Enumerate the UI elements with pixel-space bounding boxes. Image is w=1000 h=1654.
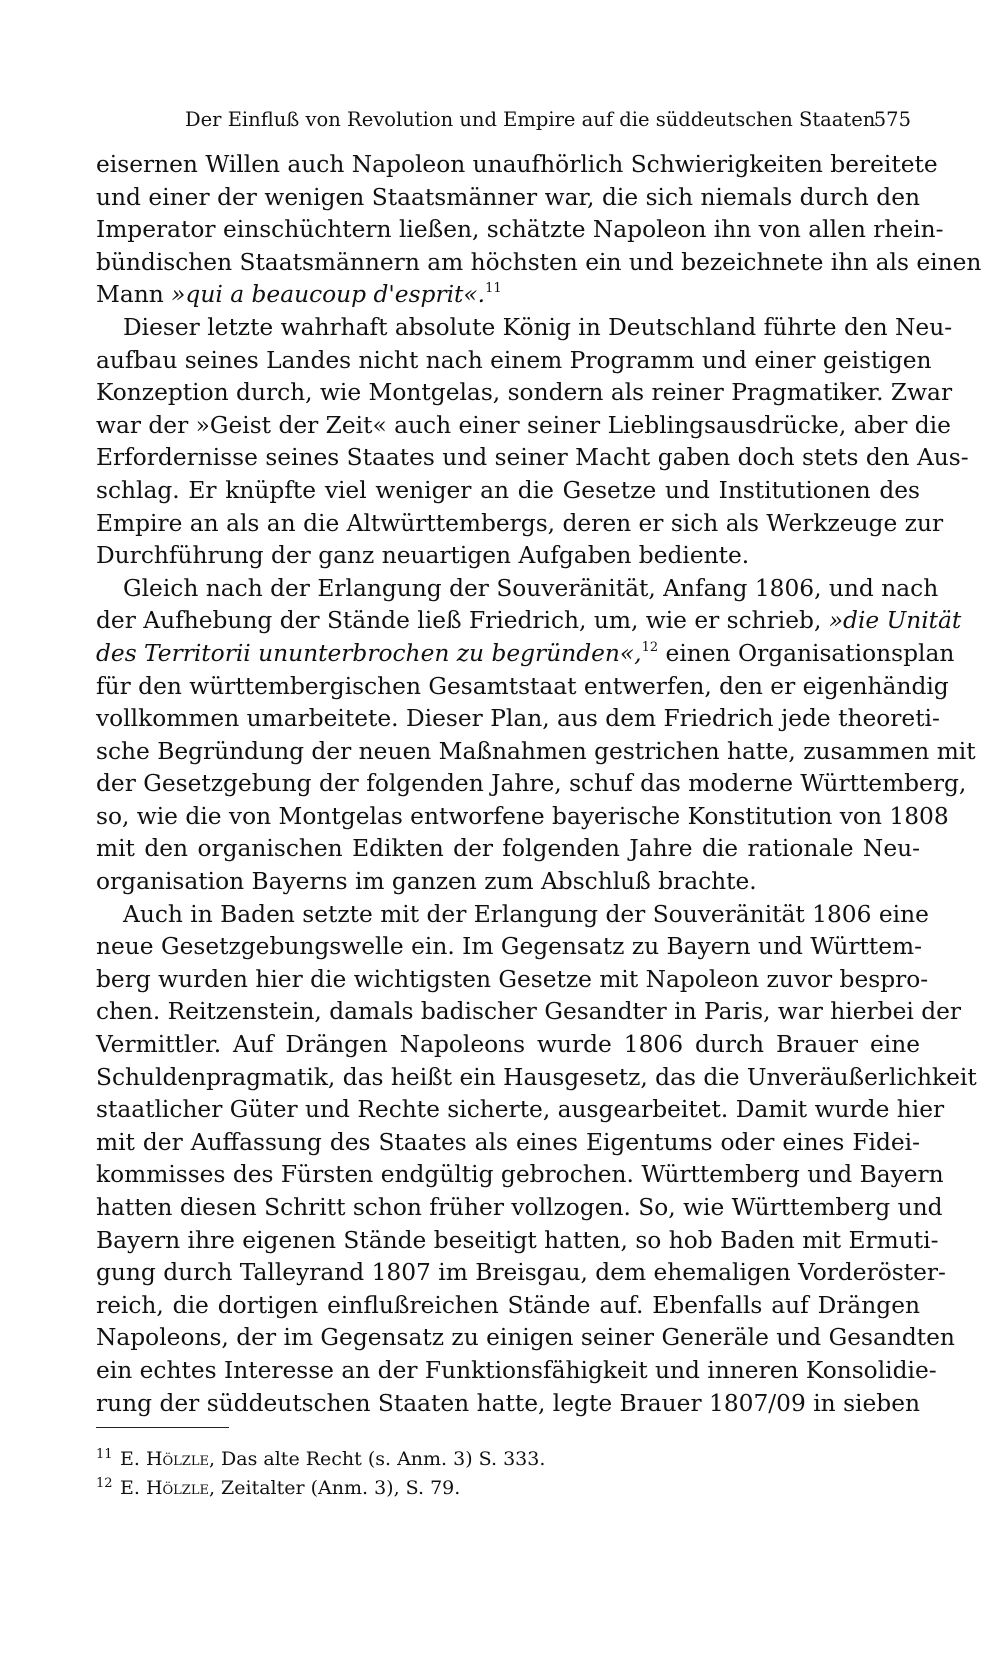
text-line: Auch in Baden setzte mit der Erlangung der Souveränität 1806 eine bbox=[123, 900, 929, 928]
text-line bbox=[96, 638, 955, 671]
footnotes bbox=[96, 1446, 896, 1504]
text-line: organisation Bayerns im ganzen zum Abschluß brachte. bbox=[96, 868, 757, 896]
text-line: mit den organischen Edikten der folgenden Jahre die rationale Neu- bbox=[96, 835, 920, 863]
text-line: Schuldenpragmatik, das heißt ein Hausgesetz, das die Unveräußerlichkeit bbox=[96, 1063, 977, 1091]
text-line: ein echtes Interesse an der Funktionsfähigkeit und inneren Konsolidie- bbox=[96, 1356, 937, 1384]
footnote-text: , Das alte Recht (s. Anm. 3) S. 333. bbox=[208, 1448, 546, 1470]
text-line: eisernen Willen auch Napoleon unaufhörlich Schwierigkeiten bereitete bbox=[96, 151, 938, 178]
text-line: schlag. Er knüpfte viel weniger an die Gesetze und Institutionen des bbox=[96, 476, 920, 504]
text-line: Vermittler. Auf Drängen Napoleons wurde 1806 durch Brauer eine bbox=[96, 1031, 920, 1059]
footnote-text: , Zeitalter (Anm. 3), S. 79. bbox=[208, 1477, 461, 1499]
running-title: Der Einfluß von Revolution und Empire auf die süddeutschen Staaten bbox=[185, 108, 876, 131]
text-line: Konzeption durch, wie Montgelas, sondern als reiner Pragmatiker. Zwar bbox=[96, 379, 953, 407]
text-line: mit der Auffassung des Staates als eines Eigentums oder eines Fidei- bbox=[96, 1128, 920, 1156]
text-line: und einer der wenigen Staatsmänner war, die sich niemals durch den bbox=[96, 183, 920, 211]
text-line: Imperator einschüchtern ließen, schätzte Napoleon ihn von allen rhein- bbox=[96, 216, 944, 244]
text-line: chen. Reitzenstein, damals badischer Gesandter in Paris, war hierbei der bbox=[96, 998, 962, 1026]
footnote-ref-12: 12 bbox=[641, 639, 659, 655]
text-line: staatlicher Güter und Rechte sicherte, ausgearbeitet. Damit wurde hier bbox=[96, 1096, 945, 1124]
text-span: Mann bbox=[96, 281, 172, 309]
text-line: aufbau seines Landes nicht nach einem Programm und einer geistigen bbox=[96, 346, 932, 374]
text-line: der Gesetzgebung der folgenden Jahre, schuf das moderne Württemberg, bbox=[96, 770, 967, 798]
text-span: der Aufhebung der Stände ließ Friedrich, um, wie er schrieb, bbox=[96, 607, 829, 635]
text-line: Dieser letzte wahrhaft absolute König in Deutschland führte den Neu- bbox=[123, 313, 953, 341]
text-line: war der »Geist der Zeit« auch einer seiner Lieblingsausdrücke, aber die bbox=[96, 411, 951, 439]
footnote-author: E. Hölzle bbox=[120, 1448, 209, 1470]
footnote-divider bbox=[96, 1427, 229, 1428]
footnote-author: E. Hölzle bbox=[120, 1477, 209, 1499]
text-line: Empire an als an die Altwürttembergs, deren er sich als Werkzeuge zur bbox=[96, 509, 944, 537]
page-number: 575 bbox=[873, 108, 911, 131]
footnote-ref-11: 11 bbox=[485, 281, 502, 297]
text-line: so, wie die von Montgelas entworfene bayerische Konstitution von 1808 bbox=[96, 802, 949, 830]
text-line: sche Begründung der neuen Maßnahmen gestrichen hatte, zusammen mit bbox=[96, 737, 976, 765]
text-line: Napoleons, der im Gegensatz zu einigen seiner Generäle und Gesandten bbox=[96, 1324, 955, 1352]
text-line: hatten diesen Schritt schon früher vollzogen. So, wie Württemberg und bbox=[96, 1194, 943, 1221]
text-line: vollkommen umarbeitete. Dieser Plan, aus dem Friedrich jede theoreti- bbox=[96, 705, 940, 733]
text-span: einen Organisationsplan bbox=[658, 639, 955, 667]
footnote-12 bbox=[96, 1475, 896, 1504]
text-line bbox=[96, 605, 962, 638]
text-line: reich, die dortigen einflußreichen Stände auf. Ebenfalls auf Drängen bbox=[96, 1291, 920, 1319]
text-line bbox=[96, 279, 920, 312]
body-text bbox=[96, 149, 982, 1420]
text-line: gung durch Talleyrand 1807 im Breisgau, dem ehemaligen Vorderöster- bbox=[96, 1259, 946, 1287]
text-line: kommisses des Fürsten endgültig gebrochen. Württemberg und Bayern bbox=[96, 1161, 944, 1189]
text-line: Erfordernisse seines Staates und seiner Macht gaben doch stets den Aus- bbox=[96, 444, 969, 472]
text-line: neue Gesetzgebungswelle ein. Im Gegensatz zu Bayern und Württem- bbox=[96, 933, 922, 961]
french-quote: »qui a beaucoup d'esprit«. bbox=[171, 281, 486, 309]
footnote-11 bbox=[96, 1446, 896, 1475]
text-line: für den württembergischen Gesamtstaat entwerfen, den er eigenhändig bbox=[96, 672, 949, 700]
text-line: berg wurden hier die wichtigsten Gesetze mit Napoleon zuvor bespro- bbox=[96, 965, 929, 993]
quote-italic: des Territorii ununterbrochen zu begründen«, bbox=[96, 639, 642, 667]
text-line: Bayern ihre eigenen Stände beseitigt hatten, so hob Baden mit Ermuti- bbox=[96, 1226, 939, 1254]
text-line: Durchführung der ganz neuartigen Aufgaben bediente. bbox=[96, 542, 750, 570]
text-line: Gleich nach der Erlangung der Souveränität, Anfang 1806, und nach bbox=[123, 574, 939, 602]
footnote-number: 12 bbox=[96, 1476, 113, 1491]
quote-italic: »die Unität bbox=[828, 607, 962, 635]
text-line: rung der süddeutschen Staaten hatte, legte Brauer 1807/09 in sieben bbox=[96, 1389, 920, 1417]
text-line: bündischen Staatsmännern am höchsten ein und bezeichnete ihn als einen bbox=[96, 248, 982, 276]
footnote-number: 11 bbox=[96, 1447, 113, 1462]
